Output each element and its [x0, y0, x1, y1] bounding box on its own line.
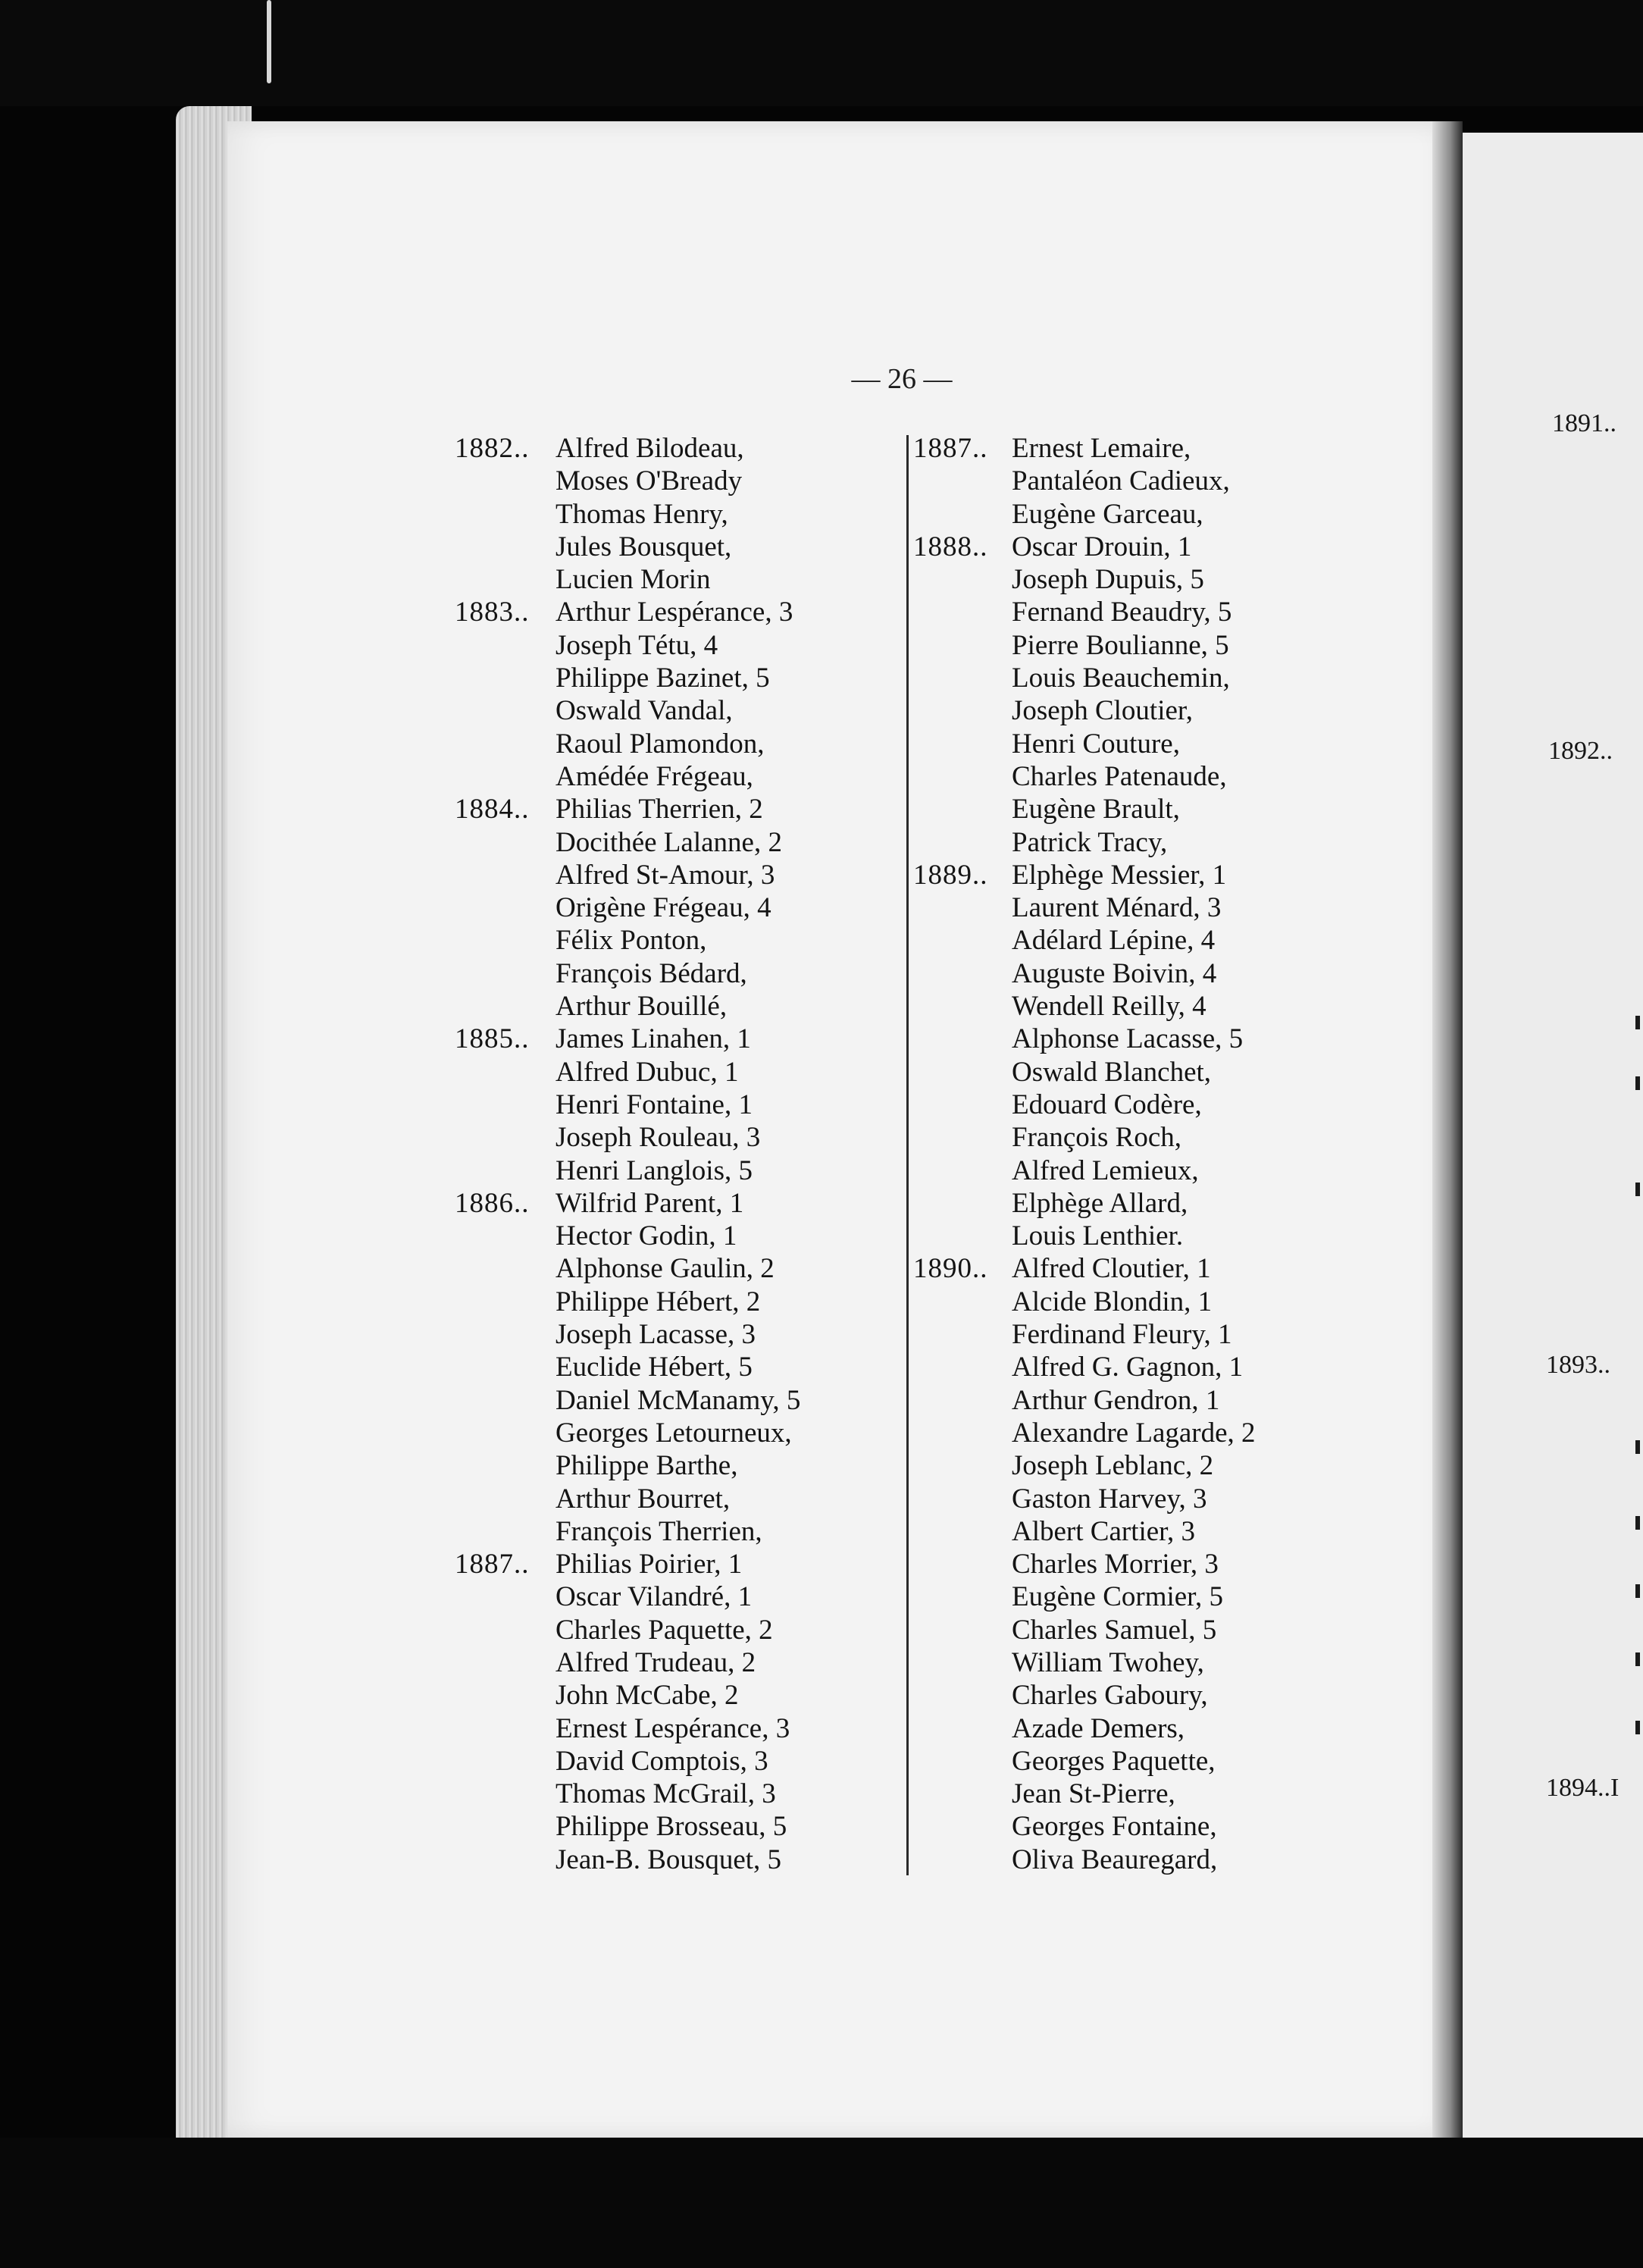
next-page-year-1893: 1893..: [1546, 1351, 1610, 1379]
entry-name: David Comptois, 3: [555, 1745, 768, 1777]
film-thread: [267, 0, 271, 83]
list-entry: [455, 1286, 879, 1318]
entry-name: Arthur Bourret,: [555, 1483, 731, 1515]
entry-year: 1888..: [913, 531, 988, 562]
list-entry: [913, 1121, 1338, 1154]
entry-name: Oswald Blanchet,: [1012, 1056, 1212, 1088]
entry-name: Alexandre Lagarde, 2: [1012, 1417, 1256, 1449]
list-entry: [913, 531, 1338, 563]
entry-name: Thomas Henry,: [555, 498, 728, 530]
list-entry: [455, 1154, 879, 1187]
entry-year: 1884..: [455, 794, 530, 825]
entry-name: Joseph Leblanc, 2: [1012, 1450, 1214, 1482]
entry-name: Alfred Lemieux,: [1012, 1154, 1199, 1186]
list-entry: [455, 1417, 879, 1449]
entry-name: Philippe Hébert, 2: [555, 1286, 761, 1317]
entry-name: Auguste Boivin, 4: [1012, 957, 1217, 989]
entry-name: Laurent Ménard, 3: [1012, 892, 1222, 924]
list-entry: [913, 1384, 1338, 1417]
next-page-year-1894: 1894..I: [1546, 1774, 1620, 1802]
entry-name: Joseph Lacasse, 3: [555, 1319, 756, 1351]
entry-name: Joseph Rouleau, 3: [555, 1122, 761, 1154]
entry-name: Philias Therrien, 2: [555, 794, 763, 825]
list-entry: [913, 1417, 1338, 1449]
list-entry: [913, 465, 1338, 497]
entry-year: 1886..: [455, 1187, 530, 1219]
next-page-text-fragment: [1635, 1516, 1640, 1530]
entry-name: Georges Paquette,: [1012, 1745, 1216, 1777]
list-entry: [913, 1515, 1338, 1548]
list-entry: [455, 1483, 879, 1515]
list-entry: [913, 1318, 1338, 1351]
list-entry: [913, 563, 1338, 596]
list-entry: [913, 990, 1338, 1023]
entry-name: Louis Lenthier.: [1012, 1220, 1184, 1252]
next-page-text-fragment: [1635, 1721, 1640, 1734]
list-entry: [455, 662, 879, 694]
entry-name: Moses O'Bready: [555, 465, 743, 497]
entry-name: Philias Poirier, 1: [555, 1549, 743, 1580]
entry-name: Henri Couture,: [1012, 728, 1180, 760]
entry-name: Arthur Lespérance, 3: [555, 597, 793, 628]
entry-name: Alfred St-Amour, 3: [555, 859, 775, 891]
entry-name: Wendell Reilly, 4: [1012, 991, 1206, 1023]
list-entry: [455, 1679, 879, 1712]
entry-name: Elphège Allard,: [1012, 1187, 1188, 1219]
left-column: [455, 432, 879, 1876]
entry-year: 1882..: [455, 433, 530, 464]
list-entry: [913, 629, 1338, 662]
page-number: — 26 —: [851, 363, 953, 395]
entry-name: Ferdinand Fleury, 1: [1012, 1319, 1232, 1351]
entry-name: Joseph Tétu, 4: [555, 629, 718, 661]
list-entry: [455, 1844, 879, 1876]
list-entry: [913, 1023, 1338, 1055]
list-entry: [913, 1778, 1338, 1810]
entry-name: James Linahen, 1: [555, 1023, 751, 1055]
entry-year: 1890..: [913, 1253, 988, 1285]
list-entry: [455, 1449, 879, 1482]
list-entry: [455, 465, 879, 497]
entry-name: Elphège Messier, 1: [1012, 859, 1227, 891]
list-entry: [913, 1844, 1338, 1876]
entry-name: Jean-B. Bousquet, 5: [555, 1844, 782, 1875]
list-entry: [455, 1580, 879, 1613]
list-entry: [913, 1187, 1338, 1220]
entry-name: Pierre Boulianne, 5: [1012, 629, 1229, 661]
list-entry: [455, 1810, 879, 1843]
list-entry: [455, 1646, 879, 1679]
entry-name: Thomas McGrail, 3: [555, 1778, 776, 1810]
entry-name: François Roch,: [1012, 1122, 1182, 1154]
list-entry: [455, 1187, 879, 1220]
list-entry: [913, 1745, 1338, 1778]
entry-name: Joseph Dupuis, 5: [1012, 564, 1204, 596]
list-entry: [913, 1810, 1338, 1843]
entry-name: Azade Demers,: [1012, 1712, 1185, 1744]
entry-name: Alfred Cloutier, 1: [1012, 1253, 1211, 1285]
entry-name: Oswald Vandal,: [555, 695, 733, 727]
book-gutter: [1432, 121, 1463, 2138]
list-entry: [455, 694, 879, 727]
list-entry: [913, 1483, 1338, 1515]
list-entry: [913, 728, 1338, 760]
entry-name: Patrick Tracy,: [1012, 826, 1168, 858]
entry-name: Edouard Codère,: [1012, 1089, 1202, 1120]
entry-name: Origène Frégeau, 4: [555, 892, 771, 924]
entry-name: Joseph Cloutier,: [1012, 695, 1194, 727]
entry-name: Alfred Bilodeau,: [555, 433, 744, 464]
entry-name: Arthur Bouillé,: [555, 991, 728, 1023]
list-entry: [913, 1154, 1338, 1187]
entry-name: Adélard Lépine, 4: [1012, 925, 1216, 957]
list-entry: [913, 1679, 1338, 1712]
entry-name: Amédée Frégeau,: [555, 760, 753, 792]
entry-name: Georges Letourneux,: [555, 1417, 792, 1449]
list-entry: [455, 498, 879, 531]
entry-name: François Therrien,: [555, 1515, 762, 1547]
entry-name: Alphonse Lacasse, 5: [1012, 1023, 1244, 1055]
list-entry: [913, 596, 1338, 628]
entry-name: Henri Langlois, 5: [555, 1154, 753, 1186]
entry-name: Charles Gaboury,: [1012, 1680, 1208, 1712]
next-page-year-1892: 1892..: [1548, 737, 1613, 765]
entry-name: Ernest Lemaire,: [1012, 433, 1191, 464]
list-entry: [455, 1614, 879, 1646]
entry-name: Daniel McManamy, 5: [555, 1384, 801, 1416]
entry-name: Jules Bousquet,: [555, 531, 732, 562]
entry-name: Docithée Lalanne, 2: [555, 826, 782, 858]
next-page-text-fragment: [1635, 1652, 1640, 1666]
entry-name: Gaston Harvey, 3: [1012, 1483, 1207, 1515]
list-entry: [913, 891, 1338, 924]
list-entry: [913, 1056, 1338, 1089]
entry-year: 1887..: [913, 433, 988, 464]
list-entry: [455, 596, 879, 628]
list-entry: [455, 1778, 879, 1810]
list-entry: [913, 760, 1338, 793]
list-entry: [455, 1023, 879, 1055]
film-background-top: [0, 0, 1643, 106]
list-entry: [913, 1646, 1338, 1679]
list-entry: [913, 1548, 1338, 1580]
entry-name: Euclide Hébert, 5: [555, 1352, 753, 1383]
film-background-bottom: [0, 2138, 1643, 2268]
list-entry: [455, 1384, 879, 1417]
next-page-text-fragment: [1635, 1076, 1640, 1090]
right-column: [913, 432, 1338, 1876]
entry-name: Albert Cartier, 3: [1012, 1515, 1196, 1547]
list-entry: [913, 1712, 1338, 1745]
list-entry: [913, 498, 1338, 531]
list-entry: [913, 1252, 1338, 1285]
list-entry: [455, 728, 879, 760]
entry-name: Philippe Bazinet, 5: [555, 663, 770, 694]
entry-name: William Twohey,: [1012, 1646, 1204, 1678]
list-entry: [455, 859, 879, 891]
entry-name: Félix Ponton,: [555, 925, 707, 957]
entry-name: Alfred G. Gagnon, 1: [1012, 1352, 1244, 1383]
list-entry: [455, 957, 879, 990]
list-entry: [455, 924, 879, 957]
list-entry: [913, 432, 1338, 465]
entry-year: 1883..: [455, 597, 530, 628]
entry-name: John McCabe, 2: [555, 1680, 739, 1712]
list-entry: [455, 1220, 879, 1252]
list-entry: [913, 1351, 1338, 1383]
list-entry: [913, 1614, 1338, 1646]
entry-name: Eugène Cormier, 5: [1012, 1581, 1224, 1613]
list-entry: [455, 891, 879, 924]
list-entry: [913, 1286, 1338, 1318]
entry-name: Henri Fontaine, 1: [555, 1089, 753, 1120]
entry-name: Eugène Garceau,: [1012, 498, 1203, 530]
list-entry: [913, 924, 1338, 957]
entry-name: Pantaléon Cadieux,: [1012, 465, 1230, 497]
list-entry: [455, 1351, 879, 1383]
entry-name: Ernest Lespérance, 3: [555, 1712, 790, 1744]
list-entry: [455, 563, 879, 596]
list-entry: [455, 531, 879, 563]
entry-name: Charles Morrier, 3: [1012, 1549, 1219, 1580]
entry-name: Hector Godin, 1: [555, 1220, 737, 1252]
list-entry: [455, 629, 879, 662]
entry-name: Alcide Blondin, 1: [1012, 1286, 1213, 1317]
entry-name: Jean St-Pierre,: [1012, 1778, 1175, 1810]
entry-name: Philippe Barthe,: [555, 1450, 738, 1482]
list-entry: [455, 432, 879, 465]
entry-name: Oliva Beauregard,: [1012, 1844, 1218, 1875]
list-entry: [455, 1121, 879, 1154]
entry-name: Charles Patenaude,: [1012, 760, 1227, 792]
list-entry: [455, 1712, 879, 1745]
column-divider: [906, 435, 909, 1875]
list-entry: [455, 1515, 879, 1548]
entry-name: Wilfrid Parent, 1: [555, 1187, 744, 1219]
list-entry: [455, 1089, 879, 1121]
entry-name: Arthur Gendron, 1: [1012, 1384, 1220, 1416]
list-entry: [455, 826, 879, 859]
list-entry: [913, 859, 1338, 891]
entry-year: 1889..: [913, 859, 988, 891]
list-entry: [913, 662, 1338, 694]
list-entry: [913, 1580, 1338, 1613]
list-entry: [913, 826, 1338, 859]
entry-year: 1887..: [455, 1549, 530, 1580]
list-entry: [913, 1089, 1338, 1121]
entry-name: Alfred Dubuc, 1: [555, 1056, 739, 1088]
entry-name: Louis Beauchemin,: [1012, 663, 1230, 694]
list-entry: [913, 694, 1338, 727]
entry-name: Oscar Drouin, 1: [1012, 531, 1192, 562]
list-entry: [455, 1252, 879, 1285]
list-entry: [913, 793, 1338, 825]
list-entry: [455, 760, 879, 793]
entry-name: Charles Paquette, 2: [555, 1614, 773, 1646]
entry-name: Georges Fontaine,: [1012, 1811, 1217, 1843]
entry-name: Eugène Brault,: [1012, 794, 1180, 825]
entry-name: Alfred Trudeau, 2: [555, 1646, 756, 1678]
entry-name: Oscar Vilandré, 1: [555, 1581, 753, 1613]
list-entry: [913, 1449, 1338, 1482]
entry-name: Fernand Beaudry, 5: [1012, 597, 1232, 628]
list-entry: [455, 1548, 879, 1580]
list-entry: [913, 957, 1338, 990]
entry-name: Raoul Plamondon,: [555, 728, 765, 760]
list-entry: [913, 1220, 1338, 1252]
list-entry: [455, 1056, 879, 1089]
entry-year: 1885..: [455, 1023, 530, 1055]
entry-name: François Bédard,: [555, 957, 747, 989]
entry-name: Charles Samuel, 5: [1012, 1614, 1217, 1646]
next-page-text-fragment: [1635, 1183, 1640, 1196]
entry-name: Alphonse Gaulin, 2: [555, 1253, 775, 1285]
next-page-text-fragment: [1635, 1584, 1640, 1598]
list-entry: [455, 1745, 879, 1778]
entry-name: Philippe Brosseau, 5: [555, 1811, 787, 1843]
list-entry: [455, 793, 879, 825]
list-entry: [455, 1318, 879, 1351]
next-page-text-fragment: [1635, 1016, 1640, 1029]
next-page-text-fragment: [1635, 1440, 1640, 1454]
entry-name: Lucien Morin: [555, 564, 711, 596]
next-page-year-1891: 1891..: [1552, 409, 1616, 437]
list-entry: [455, 990, 879, 1023]
